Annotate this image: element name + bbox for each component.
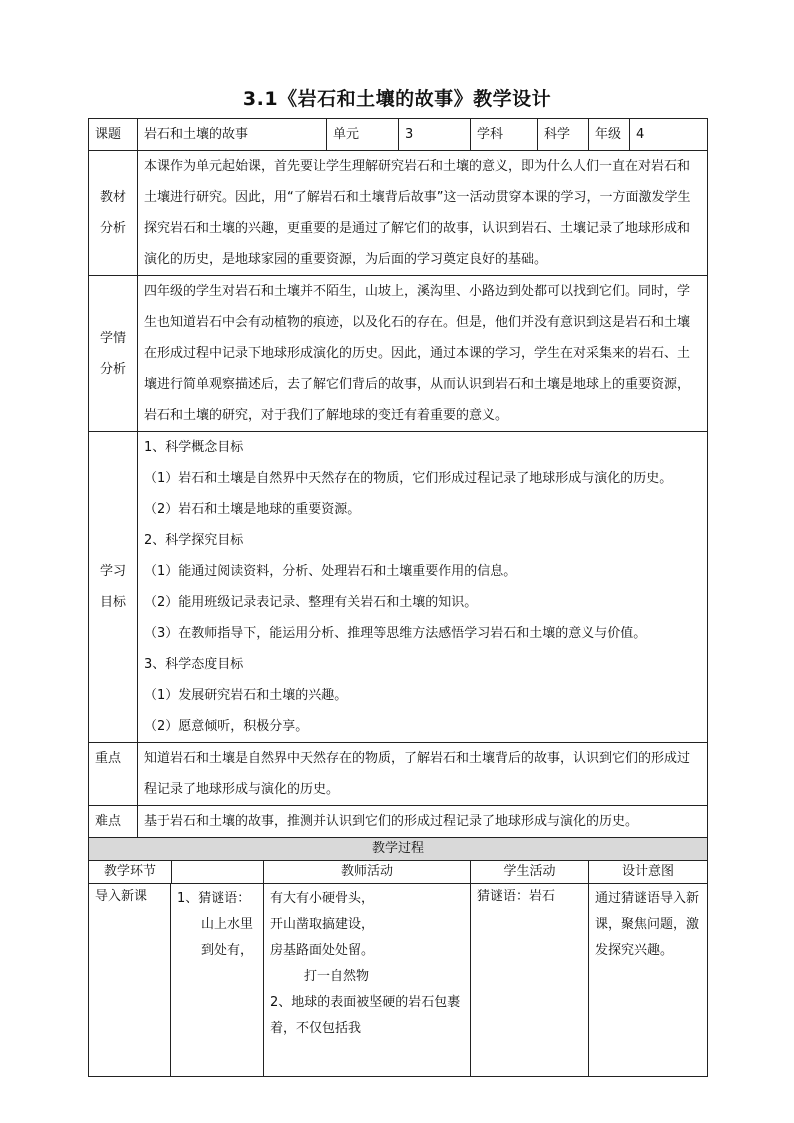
teacher-line: 山上水里到处有，: [201, 917, 254, 958]
goals-label-line1: 学习: [99, 564, 126, 579]
student-activity-cell: 猜谜语：岩石: [471, 884, 589, 1077]
process-row-intro: [89, 884, 708, 1077]
lesson-plan-table: [88, 118, 708, 1077]
goal-line: 2、科学探究目标: [144, 533, 244, 548]
goals-label: [89, 432, 138, 743]
goal-line: 3、科学态度目标: [144, 657, 244, 672]
column-header-student: 学生活动: [471, 861, 589, 884]
learner-label-line1: 学情: [99, 330, 126, 346]
material-label-line2: 分析: [99, 221, 126, 236]
teacher-line: 2、地球的表面被坚硬的岩石包裹着，不仅包括我: [270, 995, 461, 1036]
process-title-row: [89, 838, 708, 861]
learner-text: 四年级的学生对岩石和土壤并不陌生，山坡上，溪沟里、小路边到处都可以找到它们。同时，学生也知道岩石中会有动植物的痕迹，以及化石的存在。但是，他们并没有意识到这是岩石和土壤在形成过程中记录下地球形成演化的历史。因此，通过本课的学习，学生在对采集来的岩石、土壤进行简单观察描述后，去了解它们背后的故事，从而认识到岩石和土壤是地球上的重要资源，岩石和土壤的研究，对于我们了解地球的变迁有着重要的意义。: [138, 276, 708, 432]
learner-label-line2: 分析: [99, 361, 126, 377]
goal-line: （1）岩石和土壤是自然界中天然存在的物质，它们形成过程记录了地球形成与演化的历史。: [144, 471, 673, 486]
topic-value: 岩石和土壤的故事: [138, 119, 327, 151]
teacher-line: 打一自然物: [304, 969, 370, 984]
goal-line: （2）愿意倾听，积极分享。: [144, 719, 309, 734]
goal-line: （1）能通过阅读资料，分析、处理岩石和土壤重要作用的信息。: [144, 564, 517, 579]
teacher-line: 1、猜谜语：: [177, 891, 251, 906]
key-point-label: 重点: [89, 743, 138, 806]
learner-row: [89, 276, 708, 432]
teacher-activity-part: [171, 884, 263, 1076]
process-header-row: [89, 861, 708, 884]
difficulty-row: [89, 806, 708, 838]
material-text: 本课作为单元起始课，首先要让学生理解研究岩石和土壤的意义，即为什么人们一直在对岩石和土壤进行研究。因此，用“了解岩石和土壤背后故事”这一活动贯穿本课的学习，一方面激发学生探究岩石和土壤的兴趣，更重要的是通过了解它们的故事，认识到岩石、土壤记录了地球形成和演化的历史，是地球家园的重要资源，为后面的学习奠定良好的基础。: [138, 151, 708, 276]
process-header-cells: [89, 861, 264, 884]
intent-cell: 通过猜谜语导入新课，聚焦问题，激发探究兴趣。: [589, 884, 708, 1077]
goal-line: 1、科学概念目标: [144, 440, 244, 455]
column-header-teacher-activity: 教师活动: [264, 861, 471, 884]
goal-line: （2）能用班级记录表记录、整理有关岩石和土壤的知识。: [144, 595, 478, 610]
grade-cell: [589, 119, 708, 151]
grade-label: 年级: [595, 127, 622, 142]
process-section-title: 教学过程: [89, 838, 708, 861]
goal-line: （3）在教师指导下，能运用分析、推理等思维方法感悟学习岩石和土壤的意义与价值。: [144, 626, 647, 641]
topic-label: 课题: [89, 119, 138, 151]
goal-line: （1）发展研究岩石和土壤的兴趣。: [144, 688, 348, 703]
teacher-line: 开山凿取搞建设，: [270, 917, 375, 932]
subject-label: 学科: [471, 119, 538, 151]
material-row: [89, 151, 708, 276]
teacher-line: 房基路面处处留。: [270, 943, 375, 958]
goals-content: [138, 432, 708, 743]
teacher-line: 有大有小硬骨头，: [270, 891, 375, 906]
subject-value: 科学: [538, 119, 589, 151]
grade-value: 4: [629, 119, 644, 150]
material-label-line1: 教材: [99, 190, 126, 205]
header-row: [89, 119, 708, 151]
key-point-text: 知道岩石和土壤是自然界中天然存在的物质，了解岩石和土壤背后的故事，认识到它们的形成过程记录了地球形成与演化的历史。: [138, 743, 708, 806]
column-header-stage: 教学环节: [89, 861, 172, 883]
key-point-row: [89, 743, 708, 806]
difficulty-label: 难点: [89, 806, 138, 838]
column-header-intent: 设计意图: [589, 861, 708, 884]
material-label: [89, 151, 138, 276]
process-stage-cell: [89, 884, 264, 1077]
column-header-teacher: [172, 861, 263, 883]
document-title: 3.1《岩石和土壤的故事》教学设计: [242, 88, 552, 110]
stage-name: 导入新课: [89, 884, 171, 1076]
unit-value: 3: [399, 119, 471, 151]
goal-line: （2）岩石和土壤是地球的重要资源。: [144, 502, 361, 517]
learner-label: [89, 276, 138, 432]
goals-row: [89, 432, 708, 743]
goals-label-line2: 目标: [99, 595, 126, 610]
teacher-activity-cell: [264, 884, 471, 1077]
difficulty-text: 基于岩石和土壤的故事，推测并认识到它们的形成过程记录了地球形成与演化的历史。: [138, 806, 708, 838]
unit-label: 单元: [327, 119, 399, 151]
